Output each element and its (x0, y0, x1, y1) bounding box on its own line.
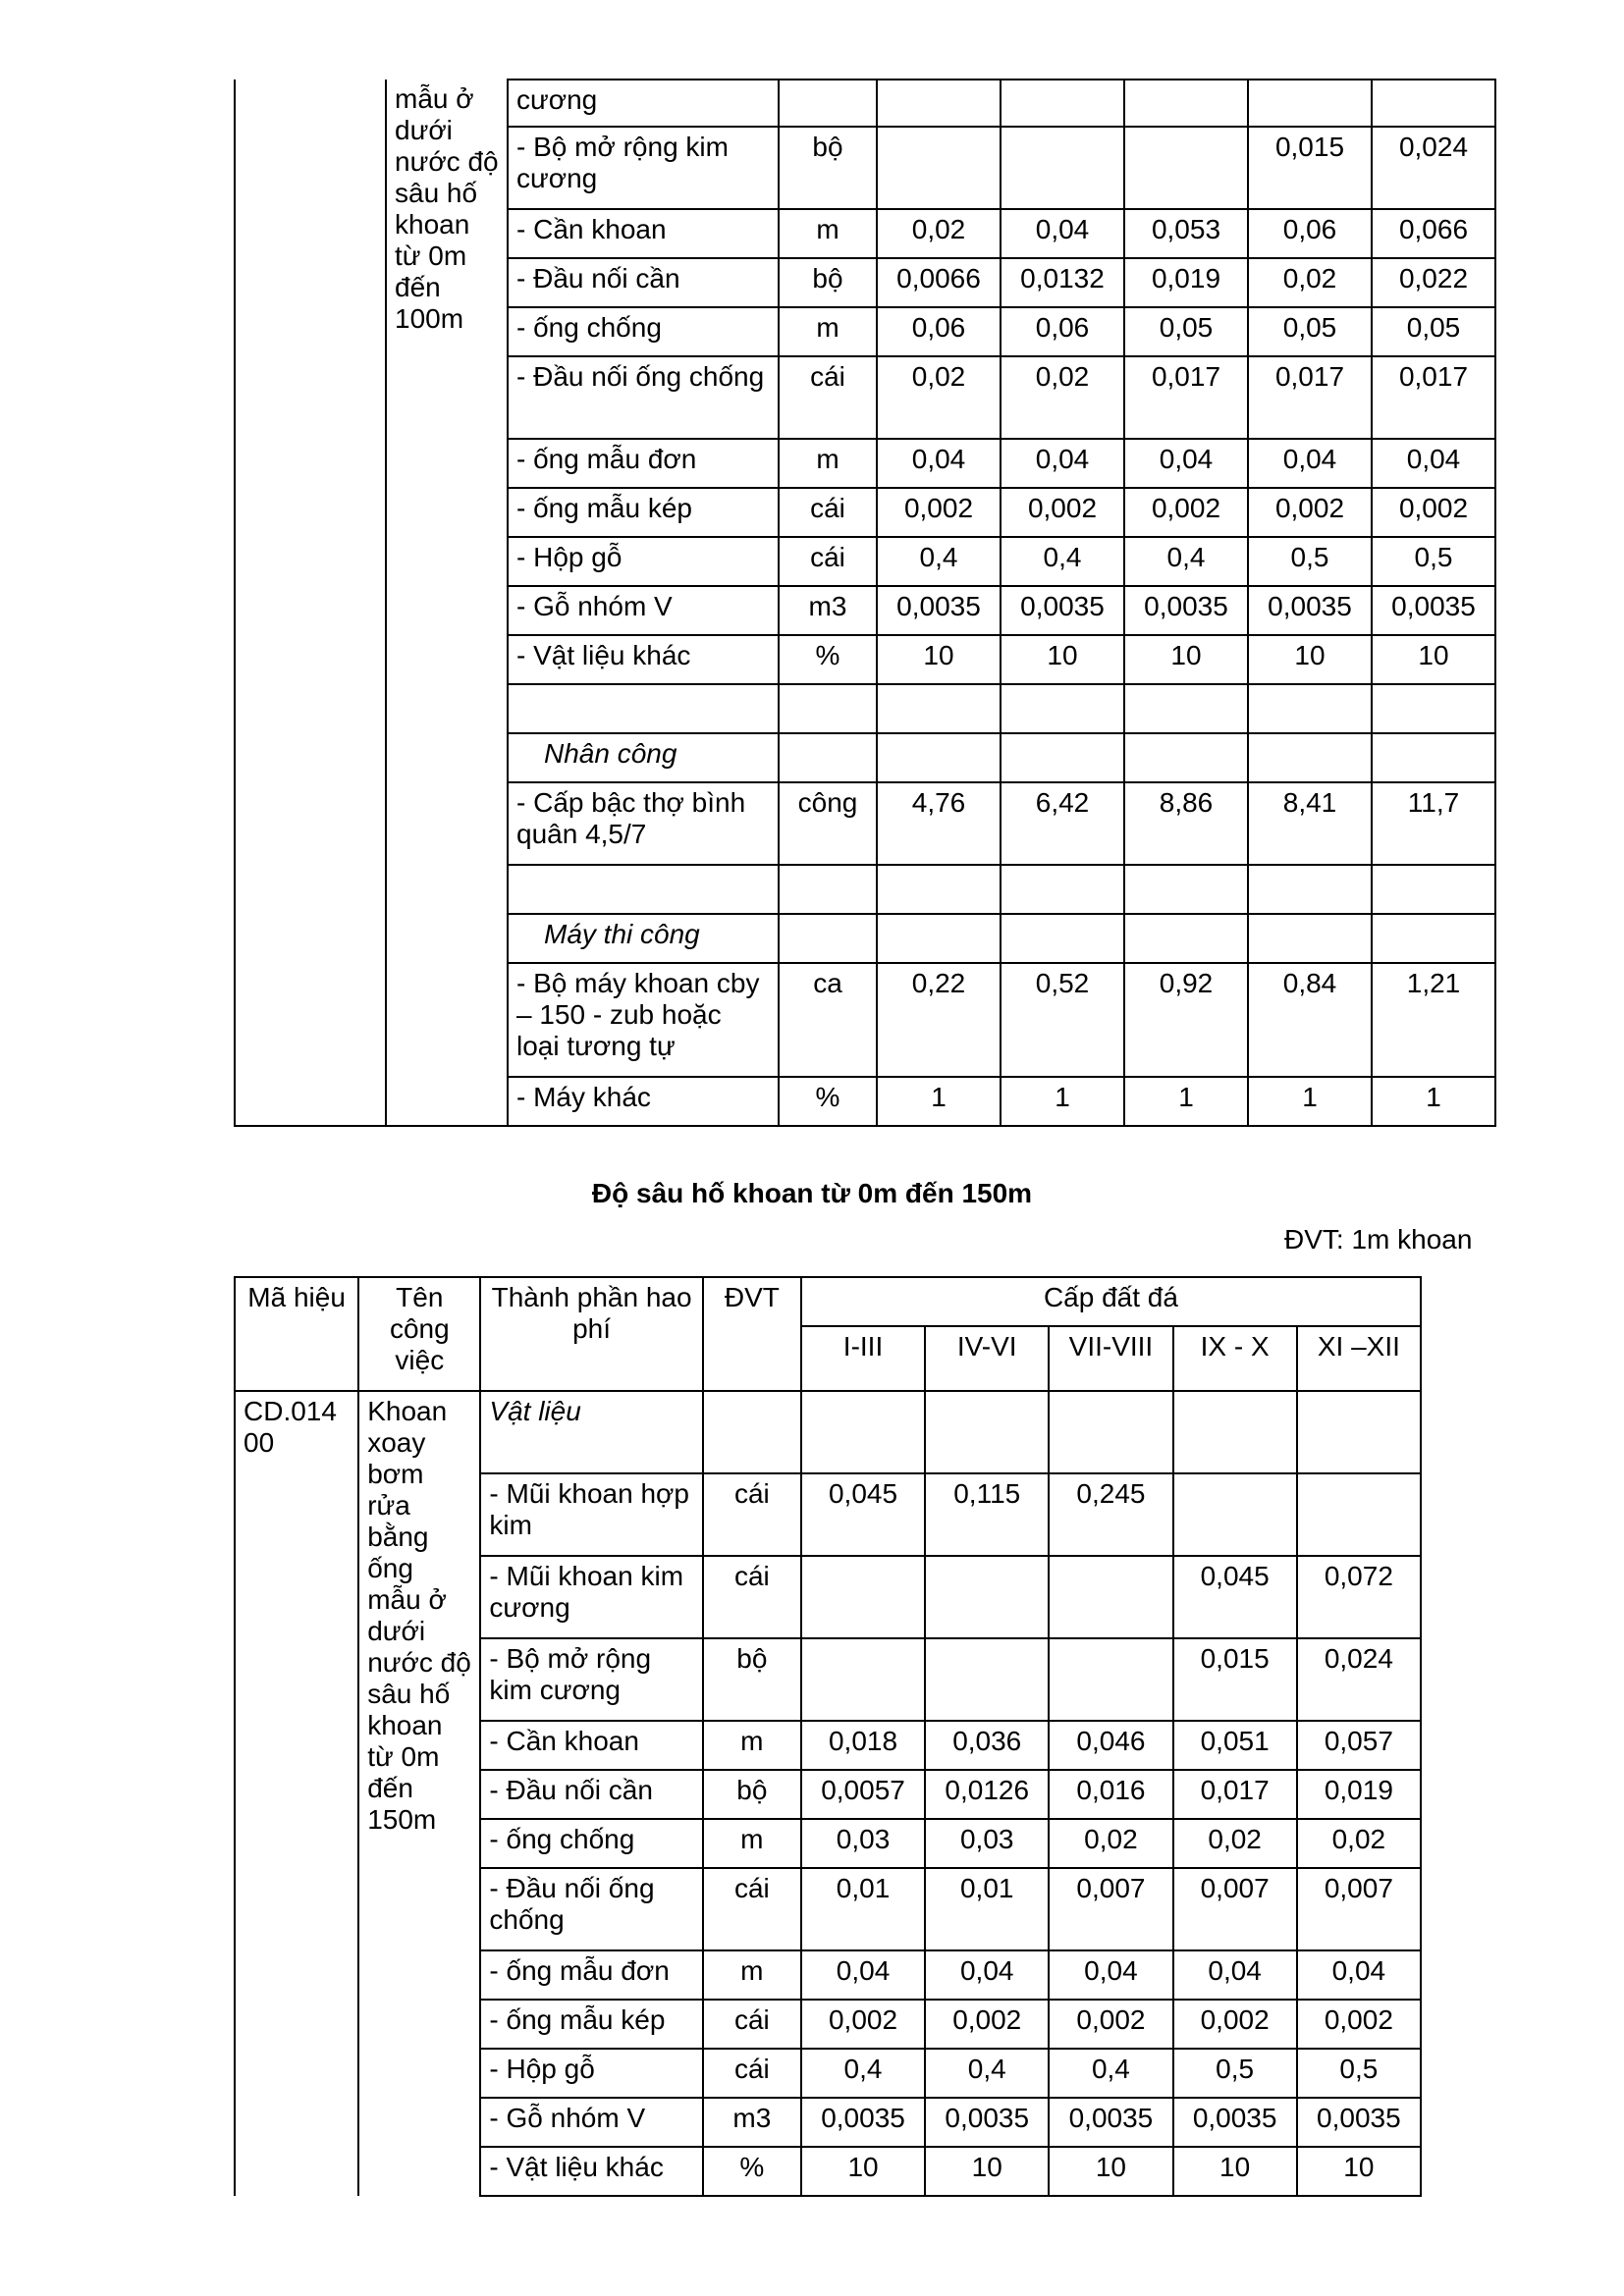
unit-cell: cái (703, 1868, 801, 1950)
value-cell: 0,036 (925, 1721, 1049, 1770)
value-cell: 0,002 (1248, 488, 1372, 537)
value-cell: 10 (1049, 2147, 1172, 2196)
value-cell: 0,002 (1001, 488, 1124, 537)
value-cell: 0,0035 (801, 2098, 925, 2147)
unit-cell: bộ (779, 258, 877, 307)
value-cell: 10 (1297, 2147, 1421, 2196)
value-cell (877, 733, 1001, 782)
value-cell: 0,051 (1173, 1721, 1297, 1770)
value-cell: 0,0057 (801, 1770, 925, 1819)
value-cell: 6,42 (1001, 782, 1124, 865)
value-cell: 0,002 (801, 2000, 925, 2049)
component-cell: - Vật liệu khác (508, 635, 779, 684)
component-cell: - Gỗ nhóm V (480, 2098, 702, 2147)
value-cell: 0,0035 (1124, 586, 1248, 635)
unit-cell: bộ (779, 127, 877, 209)
value-cell: 1 (1372, 1077, 1495, 1126)
header-unit: ĐVT (703, 1277, 801, 1391)
value-cell: 0,002 (925, 2000, 1049, 2049)
value-cell: 0,4 (1001, 537, 1124, 586)
value-cell: 0,0132 (1001, 258, 1124, 307)
component-cell: - ống mẫu đơn (480, 1950, 702, 2000)
value-cell (925, 1556, 1049, 1638)
component-cell: - ống chống (480, 1819, 702, 1868)
value-cell: 0,5 (1173, 2049, 1297, 2098)
value-cell: 1 (1001, 1077, 1124, 1126)
value-cell: 0,03 (925, 1819, 1049, 1868)
value-cell: 0,0035 (1049, 2098, 1172, 2147)
value-cell: 0,02 (877, 356, 1001, 439)
value-cell (1049, 1556, 1172, 1638)
component-cell: - Gỗ nhóm V (508, 586, 779, 635)
component-cell (508, 865, 779, 914)
unit-cell: m (779, 209, 877, 258)
unit-cell: cái (703, 2049, 801, 2098)
component-cell: - ống chống (508, 307, 779, 356)
value-cell (877, 127, 1001, 209)
unit-cell (779, 80, 877, 127)
value-cell (1248, 733, 1372, 782)
value-cell: 0,22 (877, 963, 1001, 1077)
value-cell (801, 1391, 925, 1473)
value-cell: 0,52 (1001, 963, 1124, 1077)
unit-cell: m3 (779, 586, 877, 635)
value-cell: 0,019 (1124, 258, 1248, 307)
value-cell: 0,06 (1248, 209, 1372, 258)
component-cell: Máy thi công (508, 914, 779, 963)
unit-cell: % (779, 1077, 877, 1126)
code-cell: CD.01400 (235, 1391, 358, 2196)
value-cell: 8,41 (1248, 782, 1372, 865)
unit-cell: cái (703, 1556, 801, 1638)
value-cell: 0,4 (925, 2049, 1049, 2098)
value-cell (1124, 127, 1248, 209)
value-cell: 0,016 (1049, 1770, 1172, 1819)
component-cell: - Cấp bậc thợ bình quân 4,5/7 (508, 782, 779, 865)
value-cell: 0,01 (801, 1868, 925, 1950)
component-cell: - ống mẫu đơn (508, 439, 779, 488)
value-cell: 0,057 (1297, 1721, 1421, 1770)
unit-cell: % (703, 2147, 801, 2196)
component-cell: - Đầu nối cần (508, 258, 779, 307)
value-cell: 0,0035 (1372, 586, 1495, 635)
norm-table (234, 1276, 1422, 2197)
value-cell (1001, 80, 1124, 127)
grade-header: VII-VIII (1049, 1326, 1172, 1391)
value-cell (1001, 914, 1124, 963)
value-cell: 0,002 (1372, 488, 1495, 537)
value-cell: 0,015 (1173, 1638, 1297, 1721)
component-cell: Nhân công (508, 733, 779, 782)
value-cell: 0,017 (1372, 356, 1495, 439)
component-cell: - Cần khoan (480, 1721, 702, 1770)
component-cell: - Đầu nối cần (480, 1770, 702, 1819)
value-cell: 0,002 (877, 488, 1001, 537)
header-component: Thành phần hao phí (480, 1277, 702, 1391)
unit-cell: cái (779, 537, 877, 586)
value-cell: 0,002 (1124, 488, 1248, 537)
grade-header: IV-VI (925, 1326, 1049, 1391)
value-cell: 0,007 (1173, 1868, 1297, 1950)
value-cell (1001, 733, 1124, 782)
value-cell (1297, 1473, 1421, 1556)
value-cell: 1 (1248, 1077, 1372, 1126)
value-cell (1297, 1391, 1421, 1473)
value-cell: 0,245 (1049, 1473, 1172, 1556)
value-cell: 1 (877, 1077, 1001, 1126)
component-cell: cương (508, 80, 779, 127)
value-cell: 0,024 (1372, 127, 1495, 209)
component-cell: - Mũi khoan hợp kim (480, 1473, 702, 1556)
value-cell: 0,5 (1248, 537, 1372, 586)
value-cell: 0,015 (1248, 127, 1372, 209)
value-cell (801, 1556, 925, 1638)
unit-cell: m (779, 307, 877, 356)
component-cell: - Bộ máy khoan cby – 150 - zub hoặc loại tương tự (508, 963, 779, 1077)
header-grade: Cấp đất đá (801, 1277, 1421, 1326)
unit-cell: bộ (703, 1770, 801, 1819)
value-cell: 0,066 (1372, 209, 1495, 258)
value-cell (1001, 865, 1124, 914)
unit-cell: cái (779, 488, 877, 537)
component-cell: - Cần khoan (508, 209, 779, 258)
value-cell: 0,04 (1248, 439, 1372, 488)
value-cell (1248, 684, 1372, 733)
value-cell (1372, 80, 1495, 127)
code-cell (235, 80, 386, 1126)
value-cell: 0,017 (1248, 356, 1372, 439)
value-cell: 10 (1372, 635, 1495, 684)
value-cell (1248, 865, 1372, 914)
value-cell: 0,0035 (925, 2098, 1049, 2147)
value-cell: 0,0035 (1001, 586, 1124, 635)
component-cell: - ống mẫu kép (508, 488, 779, 537)
value-cell: 10 (1001, 635, 1124, 684)
value-cell (1124, 914, 1248, 963)
value-cell: 0,0035 (1248, 586, 1372, 635)
value-cell: 0,045 (1173, 1556, 1297, 1638)
value-cell: 0,017 (1173, 1770, 1297, 1819)
value-cell: 0,04 (1001, 439, 1124, 488)
value-cell: 0,04 (1001, 209, 1124, 258)
unit-cell: công (779, 782, 877, 865)
value-cell (1001, 127, 1124, 209)
unit-cell: % (779, 635, 877, 684)
value-cell: 10 (1248, 635, 1372, 684)
unit-cell: m (703, 1721, 801, 1770)
value-cell: 0,92 (1124, 963, 1248, 1077)
unit-cell (779, 733, 877, 782)
value-cell: 8,86 (1124, 782, 1248, 865)
value-cell: 0,04 (877, 439, 1001, 488)
component-cell: - Máy khác (508, 1077, 779, 1126)
value-cell: 0,5 (1372, 537, 1495, 586)
component-cell: - Đầu nối ống chống (480, 1868, 702, 1950)
value-cell: 0,0066 (877, 258, 1001, 307)
header-row (235, 1277, 1421, 1326)
component-cell: - Đầu nối ống chống (508, 356, 779, 439)
unit-cell: ca (779, 963, 877, 1077)
value-cell: 0,022 (1372, 258, 1495, 307)
value-cell: 10 (1173, 2147, 1297, 2196)
value-cell (877, 914, 1001, 963)
value-cell: 1 (1124, 1077, 1248, 1126)
header-work: Tên công việc (358, 1277, 480, 1391)
component-cell: - Hộp gỗ (508, 537, 779, 586)
value-cell (877, 684, 1001, 733)
value-cell: 0,05 (1248, 307, 1372, 356)
value-cell: 0,018 (801, 1721, 925, 1770)
value-cell: 0,002 (1173, 2000, 1297, 2049)
grade-header: XI –XII (1297, 1326, 1421, 1391)
unit-cell: m (703, 1819, 801, 1868)
value-cell: 0,02 (1248, 258, 1372, 307)
value-cell: 0,046 (1049, 1721, 1172, 1770)
header-code: Mã hiệu (235, 1277, 358, 1391)
value-cell (1372, 733, 1495, 782)
value-cell: 0,04 (1372, 439, 1495, 488)
component-cell: - ống mẫu kép (480, 2000, 702, 2049)
value-cell (1248, 914, 1372, 963)
value-cell (1124, 865, 1248, 914)
component-cell: Vật liệu (480, 1391, 702, 1473)
grade-header: IX - X (1173, 1326, 1297, 1391)
unit-cell: bộ (703, 1638, 801, 1721)
norm-table-continued (234, 79, 1496, 1127)
value-cell: 0,019 (1297, 1770, 1421, 1819)
value-cell: 0,4 (1124, 537, 1248, 586)
value-cell: 11,7 (1372, 782, 1495, 865)
value-cell: 1,21 (1372, 963, 1495, 1077)
component-cell: - Hộp gỗ (480, 2049, 702, 2098)
value-cell: 0,04 (1049, 1950, 1172, 2000)
component-cell (508, 684, 779, 733)
value-cell: 10 (925, 2147, 1049, 2196)
value-cell: 0,01 (925, 1868, 1049, 1950)
value-cell: 0,053 (1124, 209, 1248, 258)
value-cell: 0,04 (925, 1950, 1049, 2000)
value-cell: 0,02 (877, 209, 1001, 258)
value-cell: 0,007 (1049, 1868, 1172, 1950)
value-cell: 0,0035 (1297, 2098, 1421, 2147)
component-cell: - Mũi khoan kim cương (480, 1556, 702, 1638)
value-cell: 0,045 (801, 1473, 925, 1556)
value-cell: 0,4 (877, 537, 1001, 586)
value-cell: 10 (877, 635, 1001, 684)
value-cell (925, 1391, 1049, 1473)
table-row (235, 80, 1495, 127)
component-cell: - Bộ mở rộng kim cương (480, 1638, 702, 1721)
value-cell: 0,024 (1297, 1638, 1421, 1721)
value-cell: 0,06 (1001, 307, 1124, 356)
value-cell: 0,02 (1173, 1819, 1297, 1868)
value-cell: 4,76 (877, 782, 1001, 865)
value-cell (925, 1638, 1049, 1721)
unit-cell: cái (703, 1473, 801, 1556)
value-cell: 0,04 (801, 1950, 925, 2000)
unit-cell: cái (703, 2000, 801, 2049)
value-cell: 0,02 (1001, 356, 1124, 439)
value-cell: 0,03 (801, 1819, 925, 1868)
value-cell: 0,06 (877, 307, 1001, 356)
work-name-cell: mẫu ở dưới nước độ sâu hố khoan từ 0m đến 100m (386, 80, 508, 1126)
value-cell: 0,84 (1248, 963, 1372, 1077)
value-cell: 0,02 (1297, 1819, 1421, 1868)
value-cell: 0,072 (1297, 1556, 1421, 1638)
value-cell: 0,0035 (877, 586, 1001, 635)
value-cell (1248, 80, 1372, 127)
unit-cell (703, 1391, 801, 1473)
work-name-cell: Khoan xoay bơm rửa bằng ống mẫu ở dưới nước độ sâu hố khoan từ 0m đến 150m (358, 1391, 480, 2196)
value-cell (877, 865, 1001, 914)
unit-cell: m (779, 439, 877, 488)
value-cell: 0,115 (925, 1473, 1049, 1556)
component-cell: - Vật liệu khác (480, 2147, 702, 2196)
value-cell (1124, 684, 1248, 733)
value-cell: 0,4 (1049, 2049, 1172, 2098)
value-cell: 10 (801, 2147, 925, 2196)
value-cell: 0,017 (1124, 356, 1248, 439)
unit-cell (779, 684, 877, 733)
unit-cell: m (703, 1950, 801, 2000)
value-cell: 0,4 (801, 2049, 925, 2098)
value-cell (1173, 1391, 1297, 1473)
value-cell: 0,05 (1372, 307, 1495, 356)
value-cell: 0,04 (1297, 1950, 1421, 2000)
unit-note: ĐVT: 1m khoan (1284, 1224, 1473, 1255)
unit-cell: cái (779, 356, 877, 439)
component-cell: - Bộ mở rộng kim cương (508, 127, 779, 209)
value-cell: 0,007 (1297, 1868, 1421, 1950)
value-cell: 0,04 (1173, 1950, 1297, 2000)
value-cell: 10 (1124, 635, 1248, 684)
value-cell: 0,04 (1124, 439, 1248, 488)
value-cell (1124, 80, 1248, 127)
value-cell: 0,002 (1049, 2000, 1172, 2049)
value-cell (1049, 1638, 1172, 1721)
unit-cell: m3 (703, 2098, 801, 2147)
value-cell (1124, 733, 1248, 782)
value-cell: 0,05 (1124, 307, 1248, 356)
value-cell (1372, 865, 1495, 914)
value-cell (801, 1638, 925, 1721)
unit-cell (779, 914, 877, 963)
grade-header: I-III (801, 1326, 925, 1391)
value-cell: 0,5 (1297, 2049, 1421, 2098)
value-cell (1372, 684, 1495, 733)
value-cell: 0,02 (1049, 1819, 1172, 1868)
value-cell: 0,002 (1297, 2000, 1421, 2049)
value-cell (1049, 1391, 1172, 1473)
value-cell (877, 80, 1001, 127)
value-cell: 0,0035 (1173, 2098, 1297, 2147)
value-cell (1173, 1473, 1297, 1556)
value-cell (1001, 684, 1124, 733)
unit-cell (779, 865, 877, 914)
value-cell (1372, 914, 1495, 963)
value-cell: 0,0126 (925, 1770, 1049, 1819)
section-heading: Độ sâu hố khoan từ 0m đến 150m (591, 1178, 1033, 1208)
table-row (235, 1391, 1421, 1473)
